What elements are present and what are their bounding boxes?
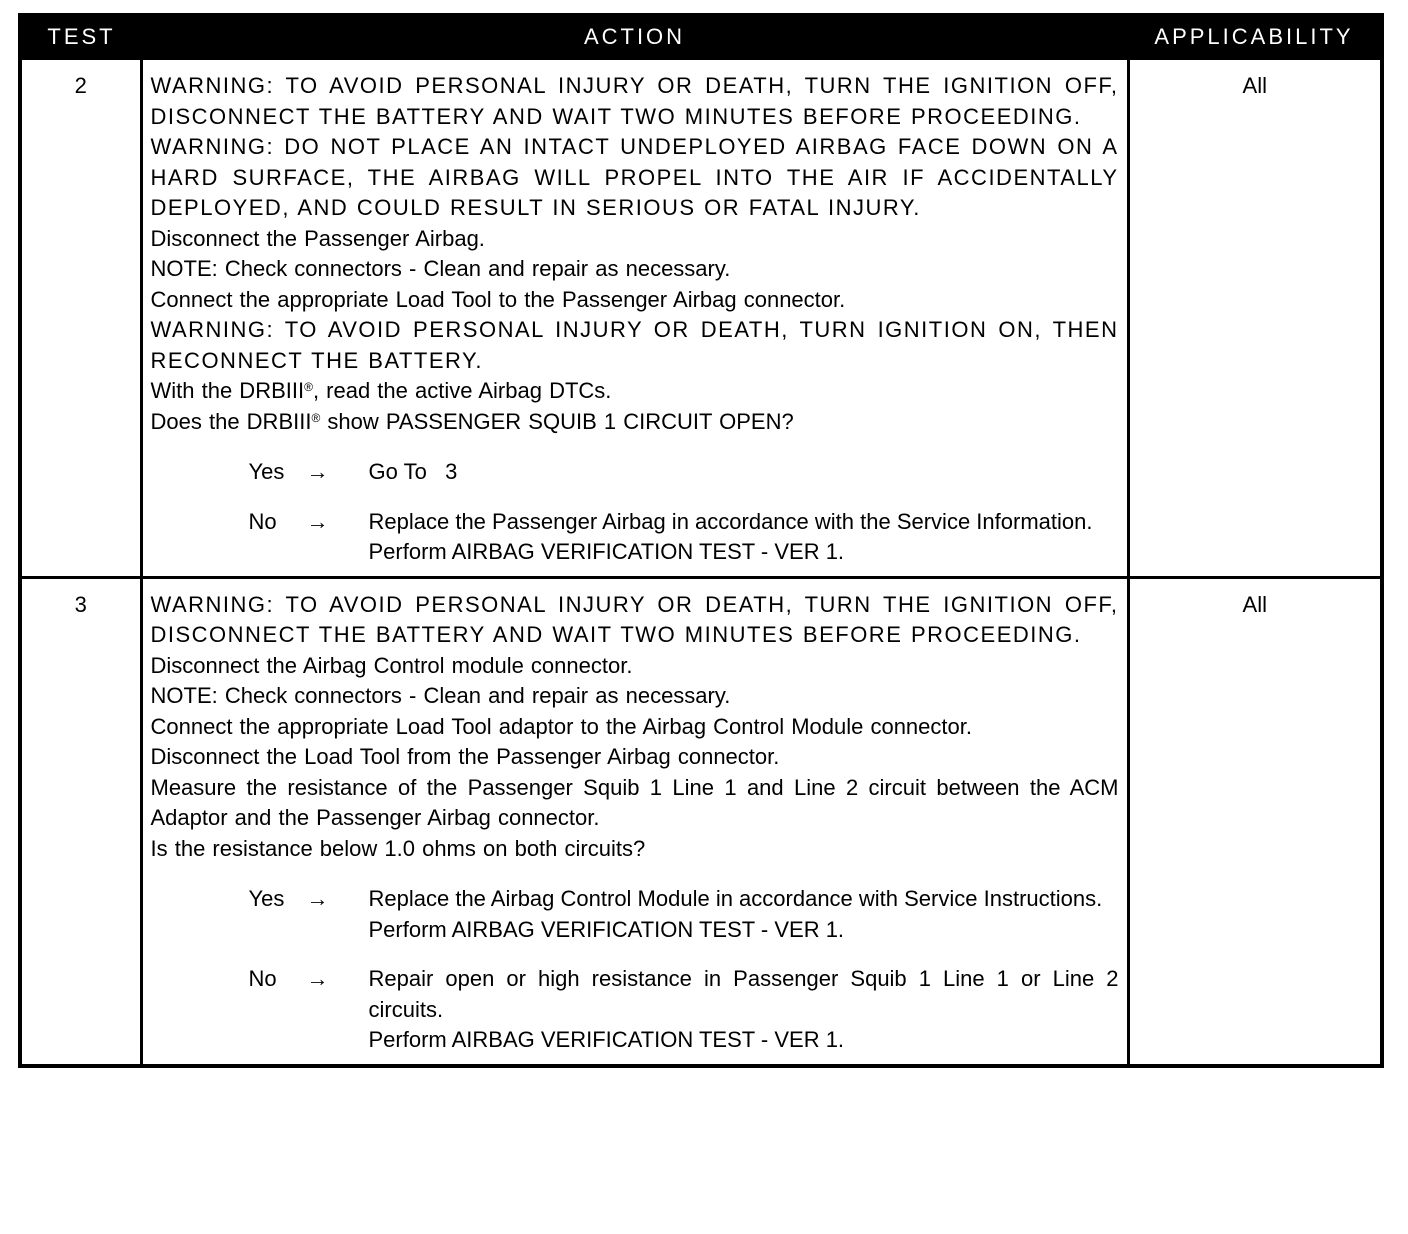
- branch-no: [151, 507, 1119, 568]
- branch-no-label: No: [248, 508, 277, 534]
- branch-yes-body: [369, 884, 1119, 945]
- question: Is the resistance below 1.0 ohms on both circuits?: [150, 835, 646, 861]
- table-header-row: [20, 15, 1382, 59]
- applicability-value: All: [1128, 59, 1382, 578]
- question-suffix: show PASSENGER SQUIB 1 CIRCUIT OPEN?: [320, 408, 794, 434]
- branch-line: Perform AIRBAG VERIFICATION TEST - VER 1.: [368, 539, 845, 564]
- branch-no-label: No: [248, 966, 277, 991]
- note-check-connectors: NOTE: Check connectors - Clean and repair as necessary.: [150, 256, 731, 281]
- registered-mark: ®: [311, 410, 321, 425]
- arrow-right-icon: →: [306, 459, 329, 484]
- branch-line: Perform AIRBAG VERIFICATION TEST - VER 1.: [368, 916, 845, 942]
- instruction-measure-resistance: Measure the resistance of the Passenger Squib 1 Line 1 and Line 2 circuit between the ACM Adaptor and the Passenger Airbag connector.: [150, 774, 1119, 830]
- branch-line: Perform AIRBAG VERIFICATION TEST - VER 1.: [368, 1027, 845, 1052]
- answer-branches: [151, 884, 1119, 1056]
- test-number: 2: [20, 59, 141, 578]
- warning-ignition-on: WARNING: TO AVOID PERSONAL INJURY OR DEATH, TURN IGNITION ON, THEN RECONNECT THE BATTERY.: [150, 317, 1119, 373]
- applicability-value: All: [1128, 577, 1382, 1066]
- branch-line: Go To 3: [368, 459, 458, 484]
- arrow-right-icon: →: [306, 886, 329, 911]
- branch-yes-label: Yes: [248, 459, 285, 484]
- action-cell: [141, 577, 1128, 1066]
- branch-no: [151, 964, 1119, 1056]
- branch-no-body: [369, 507, 1119, 568]
- warning-ignition-off: WARNING: TO AVOID PERSONAL INJURY OR DEATH, TURN THE IGNITION OFF, DISCONNECT THE BATTERY AND WAIT TWO MINUTES BEFORE PROCEEDING.: [150, 591, 1119, 647]
- instruction-disconnect-airbag: Disconnect the Passenger Airbag.: [150, 225, 485, 251]
- branch-line: Replace the Airbag Control Module in accordance with Service Instructions.: [368, 886, 1103, 911]
- branch-line: Replace the Passenger Airbag in accordance with the Service Information.: [368, 508, 1093, 534]
- arrow-right-icon: →: [306, 966, 329, 991]
- test-number: 3: [20, 577, 141, 1066]
- instruction-connect-adaptor: Connect the appropriate Load Tool adaptor to the Airbag Control Module connector.: [150, 713, 972, 739]
- branch-no-body: [369, 964, 1119, 1056]
- answer-branches: [151, 457, 1119, 568]
- drb-read-suffix: , read the active Airbag DTCs.: [312, 378, 612, 403]
- diagnostic-test-table: [18, 13, 1384, 1068]
- table-row-test-3: [20, 577, 1382, 1066]
- warning-airbag-face-down: WARNING: DO NOT PLACE AN INTACT UNDEPLOYED AIRBAG FACE DOWN ON A HARD SURFACE, THE AIRBAG WILL PROPEL INTO THE AIR IF ACCIDENTALLY DEPLOYED, AND COULD RESULT IN SERIOUS OR FATAL INJURY.: [150, 134, 1119, 220]
- arrow-right-icon: →: [306, 508, 329, 534]
- branch-line: Repair open or high resistance in Passenger Squib 1 Line 1 or Line 2 circuits.: [368, 966, 1119, 1022]
- question: [151, 407, 1119, 438]
- note-check-connectors: NOTE: Check connectors - Clean and repair as necessary.: [150, 683, 731, 708]
- header-applicability: APPLICABILITY: [1128, 15, 1382, 59]
- question-prefix: Does the DRBIII: [150, 408, 312, 434]
- instruction-read-dtcs: [151, 376, 1119, 407]
- branch-yes-label: Yes: [248, 886, 285, 911]
- branch-yes: [151, 884, 1119, 945]
- header-test: TEST: [20, 15, 141, 59]
- header-action: ACTION: [141, 15, 1128, 59]
- branch-yes: [151, 457, 1119, 488]
- instruction-connect-load-tool: Connect the appropriate Load Tool to the Passenger Airbag connector.: [150, 286, 846, 312]
- warning-ignition-off: WARNING: TO AVOID PERSONAL INJURY OR DEATH, TURN THE IGNITION OFF, DISCONNECT THE BATTERY AND WAIT TWO MINUTES BEFORE PROCEEDING.: [150, 73, 1119, 129]
- drb-read-prefix: With the DRBIII: [150, 378, 305, 403]
- instruction-disconnect-acm: Disconnect the Airbag Control module connector.: [150, 652, 633, 678]
- branch-yes-body: [369, 457, 1119, 488]
- instruction-disconnect-load-tool: Disconnect the Load Tool from the Passenger Airbag connector.: [150, 744, 780, 769]
- registered-mark: ®: [304, 380, 313, 394]
- action-cell: [141, 59, 1128, 578]
- table-row-test-2: [20, 59, 1382, 578]
